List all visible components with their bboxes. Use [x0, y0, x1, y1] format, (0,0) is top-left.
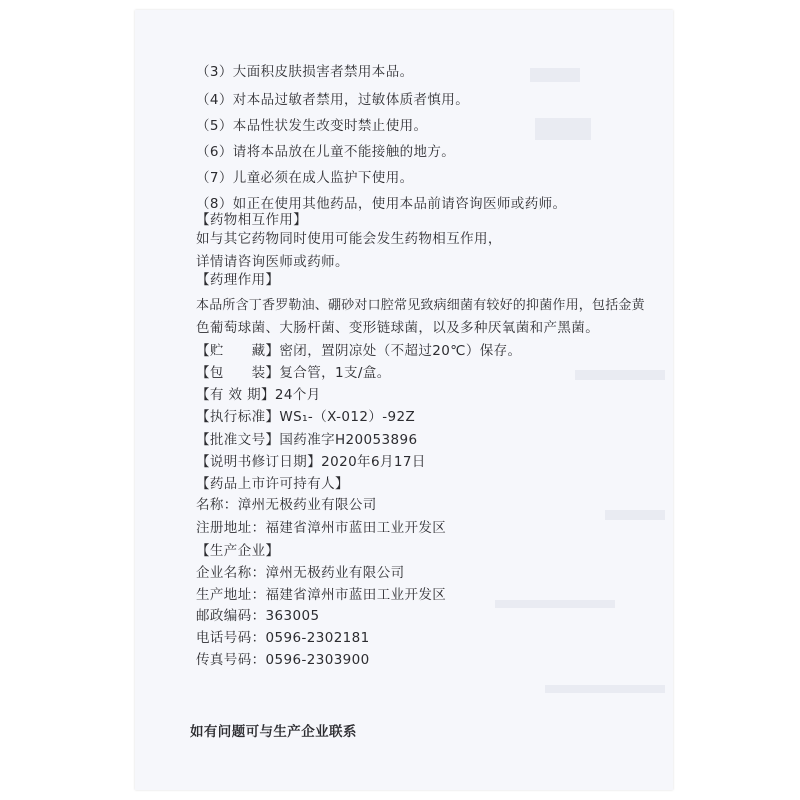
warning-item-3: （3）大面积皮肤损害者禁用本品。: [196, 64, 414, 80]
section-heading-holder: 【药品上市许可持有人】: [196, 476, 349, 492]
warning-item-6: （6）请将本品放在儿童不能接触的地方。: [196, 144, 456, 160]
interactions-text-2: 详情请咨询医师或药师。: [196, 254, 349, 270]
storage-line: 【贮 藏】密闭，置阴凉处（不超过20℃）保存。: [196, 343, 522, 359]
manufacturer-name-line: 企业名称：漳州无极药业有限公司: [196, 565, 405, 581]
standard-line: 【执行标准】WS₁-（X-012）-92Z: [196, 409, 416, 425]
approval-number-line: 【批准文号】国药准字H20053896: [196, 432, 418, 448]
warning-item-5: （5）本品性状发生改变时禁止使用。: [196, 118, 428, 134]
phone-line: 电话号码：0596-2302181: [196, 630, 370, 646]
pharmacology-text-1: 本品所含丁香罗勒油、硼砂对口腔常见致病细菌有较好的抑菌作用，包括金黄: [196, 298, 645, 313]
warning-item-4: （4）对本品过敏者禁用，过敏体质者慎用。: [196, 92, 470, 108]
packaging-line: 【包 装】复合管，1支/盒。: [196, 365, 391, 381]
manufacturer-address-line: 生产地址：福建省漳州市蓝田工业开发区: [196, 587, 447, 603]
revision-date-line: 【说明书修订日期】2020年6月17日: [196, 454, 426, 470]
warning-item-8: （8）如正在使用其他药品，使用本品前请咨询医师或药师。: [196, 196, 567, 212]
postal-code-line: 邮政编码：363005: [196, 608, 320, 624]
interactions-text-1: 如与其它药物同时使用可能会发生药物相互作用，: [196, 231, 502, 247]
bleed-through-text: [605, 510, 665, 520]
warning-item-7: （7）儿童必须在成人监护下使用。: [196, 170, 414, 186]
bleed-through-text: [575, 370, 665, 380]
bleed-through-text: [530, 68, 580, 82]
holder-address-line: 注册地址：福建省漳州市蓝田工业开发区: [196, 520, 447, 536]
footer-contact: 如有问题可与生产企业联系: [190, 724, 357, 740]
shelf-life-line: 【有 效 期】24个月: [196, 387, 321, 403]
bleed-through-text: [535, 118, 591, 140]
section-heading-pharmacology: 【药理作用】: [196, 272, 280, 288]
bleed-through-text: [545, 685, 665, 693]
bleed-through-text: [495, 600, 615, 608]
section-heading-interactions: 【药物相互作用】: [196, 212, 308, 228]
section-heading-manufacturer: 【生产企业】: [196, 543, 280, 559]
holder-name-line: 名称：漳州无极药业有限公司: [196, 497, 377, 513]
fax-line: 传真号码：0596-2303900: [196, 652, 370, 668]
pharmacology-text-2: 色葡萄球菌、大肠杆菌、变形链球菌，以及多种厌氧菌和产黑菌。: [196, 320, 600, 336]
